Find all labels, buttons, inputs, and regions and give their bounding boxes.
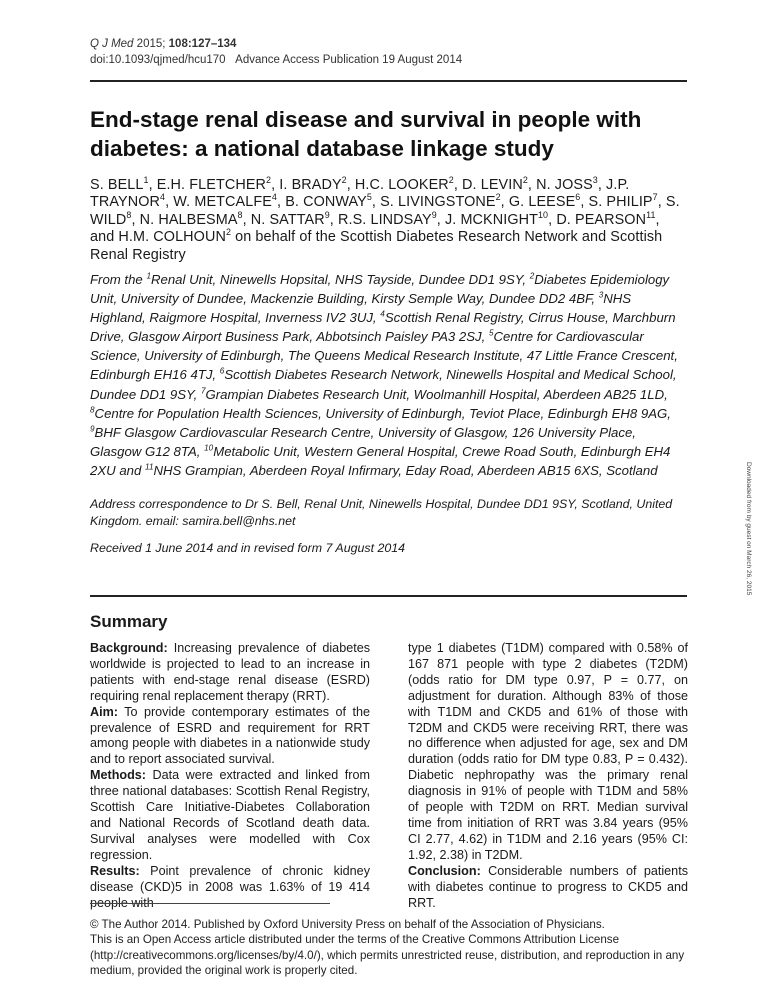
affiliation-number: 11 [145,462,154,472]
citation-year: 2015; [136,38,169,50]
affiliation-number: 8 [90,405,95,415]
affiliation-text: Scottish Diabetes Research Network, Ninewells Hospital and Medical School, Dundee DD1 9SY, [90,367,677,402]
summary-text: Considerable numbers of patients with diabetes continue to progress to CKD5 and RRT. [408,863,688,910]
author-affiliation-mark: 10 [538,210,549,221]
author-affiliation-mark: 4 [160,192,166,203]
author-group-note: on behalf of the Scottish Diabetes Research Network and Scottish Renal Registry [90,229,663,263]
summary-text: Point prevalence of chronic kidney disease (CKD)5 in 2008 was 1.63% of 19 414 people with [90,863,370,910]
author-name: I. BRADY [279,177,342,193]
received-dates: Received 1 June 2014 and in revised form 7 August 2014 [90,541,406,555]
citation-line [90,36,462,52]
affiliation-number: 9 [90,424,95,434]
summary-label: Aim: [90,704,118,719]
section-rule [90,595,687,597]
affiliation-text: Grampian Diabetes Research Unit, Woolmanhill Hospital, Aberdeen AB25 1LD, [205,386,668,402]
summary-label: Methods: [90,768,146,783]
affiliation-text: Metabolic Unit, Western General Hospital, Crewe Road South, Edinburgh EH4 2XU and [90,443,671,478]
affiliation-text: NHS Grampian, Aberdeen Royal Infirmary, Eday Road, Aberdeen AB15 6XS, Scotland [153,462,658,478]
author-name: H.C. LOOKER [354,177,449,193]
doi[interactable]: doi:10.1093/qjmed/hcu170 [90,54,226,66]
summary-text: type 1 diabetes (T1DM) compared with 0.58% of 167 871 people with type 2 diabetes (T2DM) (odds ratio for DM type 0.97, P = 0.77, on adjustment for duration. Although 83% of those with T1DM and CKD5 and 61% of those with T2DM and CKD5 were receiving RRT, there was no difference when adjusted for age, sex and DM duration (odds ratio for DM type 0.83, P = 0.432). Diabetic nephropathy was the primary renal diagnosis in 91% of people with T1DM and 58% of people with T2DM on RRT. Median survival time from initiation of RRT was 3.84 years (95% CI 2.77, 4.62) in T1DM and 2.16 years (95% CI: 1.92, 2.38) in T2DM. [408,641,688,862]
author-affiliation-mark: 3 [592,175,598,186]
author-name: W. METCALFE [173,194,272,211]
top-rule [90,80,687,82]
journal-header [90,36,462,68]
affiliation-text: NHS Highland, Raigmore Hospital, Inverness IV2 3UJ, [90,291,632,326]
copyright-line: © The Author 2014. Published by Oxford University Press on behalf of the Association of Physicians. [90,918,605,931]
affiliation-text: Scottish Renal Registry, Cirrus House, Marchburn Drive, Glasgow Airport Business Park, Abbotsinch Paisley PA3 2SJ, [90,310,676,345]
author-affiliation-mark: 2 [522,175,528,186]
affiliation-number: 3 [598,290,604,300]
author-affiliation-mark: 9 [431,210,437,221]
affiliation-number: 7 [200,386,206,396]
author-affiliation-mark: 7 [652,192,658,203]
author-name: N. JOSS [536,177,593,193]
affiliations [90,270,690,480]
summary-paragraph [408,864,688,912]
journal-name: Q J Med [90,38,134,50]
author-affiliation-mark: 4 [271,192,277,203]
affiliation-text: Centre for Population Health Sciences, University of Edinburgh, Teviot Place, Edinburgh EH8 9AG, [94,405,671,421]
affiliation-text: Renal Unit, Ninewells Hopsital, NHS Tayside, Dundee DD1 9SY, [150,272,530,287]
footer-rule [90,903,330,904]
author-name: S. LIVINGSTONE [380,194,496,211]
author-name: D. PEARSON [556,211,647,228]
author-list: S. BELL$^1$, E.H. FLETCHER$^2$, I. BRADY$^2$, H.C. LOOKER$^2$, D. LEVIN$^2$, N. JOSS$^3$, J.P. TRAYNOR$^4$, W. METCALFE$^4$, B. CONWAY$^5$, S. LIVINGSTONE$^2$, G. LEESE$^6$, S. PHILIP$^7$, S. WILD$^8$, N. HALBESMA$^8$, N. SATTAR$^9$, R.S. LINDSAY$^9$, J. MCKNIGHT$^{10}$, D. PEARSON$^{11}$, and H.M. COLHOUN$^2$ on behalf of the Scottish Diabetes Research Network and Scottish Renal Registry [90,175,680,263]
summary-column-right [408,641,688,911]
author-name: R.S. LINDSAY [337,211,432,228]
affiliation-text: Centre for Cardiovascular Science, University of Edinburgh, The Queens Medical Research Institute, 47 Little France Crescent, Edinburgh EH16 4TJ, [90,329,678,383]
doi-line [90,52,462,68]
author-name: J.P. TRAYNOR [90,177,630,211]
author-name: S. BELL [90,177,144,193]
volume-pages: 108:127–134 [168,38,237,50]
license-text: This is an Open Access article distributed under the terms of the Creative Commons Attribution License (http://creativecommons.org/licenses/by/4.0/), which permits unrestricted reuse, distribution, and reproduction in any medium, provided the original work is properly cited. [90,933,685,978]
download-watermark: Downloaded from by guest on March 26, 2015 [745,462,752,596]
author-affiliation-mark: 2 [448,175,454,186]
author-name: D. LEVIN [462,177,523,193]
author-affiliation-mark: 9 [324,210,330,221]
author-name: N. HALBESMA [139,211,238,228]
author-affiliation-mark: 2 [341,175,347,186]
affiliation-number: 5 [488,328,494,338]
affiliation-number: 1 [146,271,151,281]
author-affiliation-mark: 5 [366,192,372,203]
affiliations-prefix: From the [90,272,147,287]
article-title: End-stage renal disease and survival in people with diabetes: a national database linkage study [90,107,642,161]
affiliation-number: 2 [529,271,535,281]
author-name: N. SATTAR [250,211,325,228]
author-name: E.H. FLETCHER [156,177,267,193]
summary-label: Conclusion: [408,863,481,878]
affiliation-text: BHF Glasgow Cardiovascular Research Centre, University of Glasgow, 126 University Place, Glasgow G12 8TA, [90,424,636,459]
summary-column-left [90,641,370,911]
author-name: B. CONWAY [285,194,367,211]
affiliation-number: 4 [380,309,385,319]
author-name: S. PHILIP [588,194,653,211]
summary-paragraph [90,705,370,769]
author-affiliation-mark: 1 [143,175,149,186]
author-name: J. MCKNIGHT [444,211,538,228]
summary-label: Background: [90,641,168,655]
summary-paragraph [90,864,370,912]
summary-paragraph [90,768,370,863]
affiliation-text: Diabetes Epidemiology Unit, University of Dundee, Mackenzie Building, Kirsty Semple Way, Dundee DD2 4BF, [90,272,670,307]
license-footer [90,917,690,979]
affiliation-number: 10 [204,443,214,453]
summary-text: Increasing prevalence of diabetes worldwide is projected to lead to an increase in patients with end-stage renal disease (ESRD) requiring renal replacement therapy (RRT). [90,641,370,703]
author-name: G. LEESE [508,194,576,211]
summary-paragraph [408,641,688,864]
author-affiliation-mark: 6 [575,192,581,203]
author-affiliation-mark: 8 [126,210,132,221]
author-affiliation-mark: 2 [266,175,272,186]
summary-heading: Summary [90,612,168,631]
author-affiliation-mark: 11 [646,210,656,221]
author-name: S. WILD [90,194,680,228]
summary-text: Data were extracted and linked from three national databases: Scottish Renal Registry, Scottish Care Initiative-Diabetes Collaboration and National Records of Scotland death data. Survival analyses were modelled with Cox regression. [90,768,370,862]
summary-paragraph [90,641,370,705]
affiliation-number: 6 [219,367,225,377]
correspondence-address: Address correspondence to Dr S. Bell, Renal Unit, Ninewells Hospital, Dundee DD1 9SY, Scotland, United Kingdom. email: samira.bell@nhs.net [90,497,673,528]
advance-access: Advance Access Publication 19 August 2014 [235,54,463,66]
summary-text: To provide contemporary estimates of the prevalence of ESRD and requirement for RRT among people with diabetes in a nationwide study and to report associated survival. [90,704,370,767]
author-affiliation-mark: 8 [237,210,243,221]
author-affiliation-mark: 2 [495,192,501,203]
author-name: H.M. COLHOUN [118,229,226,246]
author-affiliation-mark: 2 [225,227,232,238]
summary-label: Results: [90,863,140,878]
